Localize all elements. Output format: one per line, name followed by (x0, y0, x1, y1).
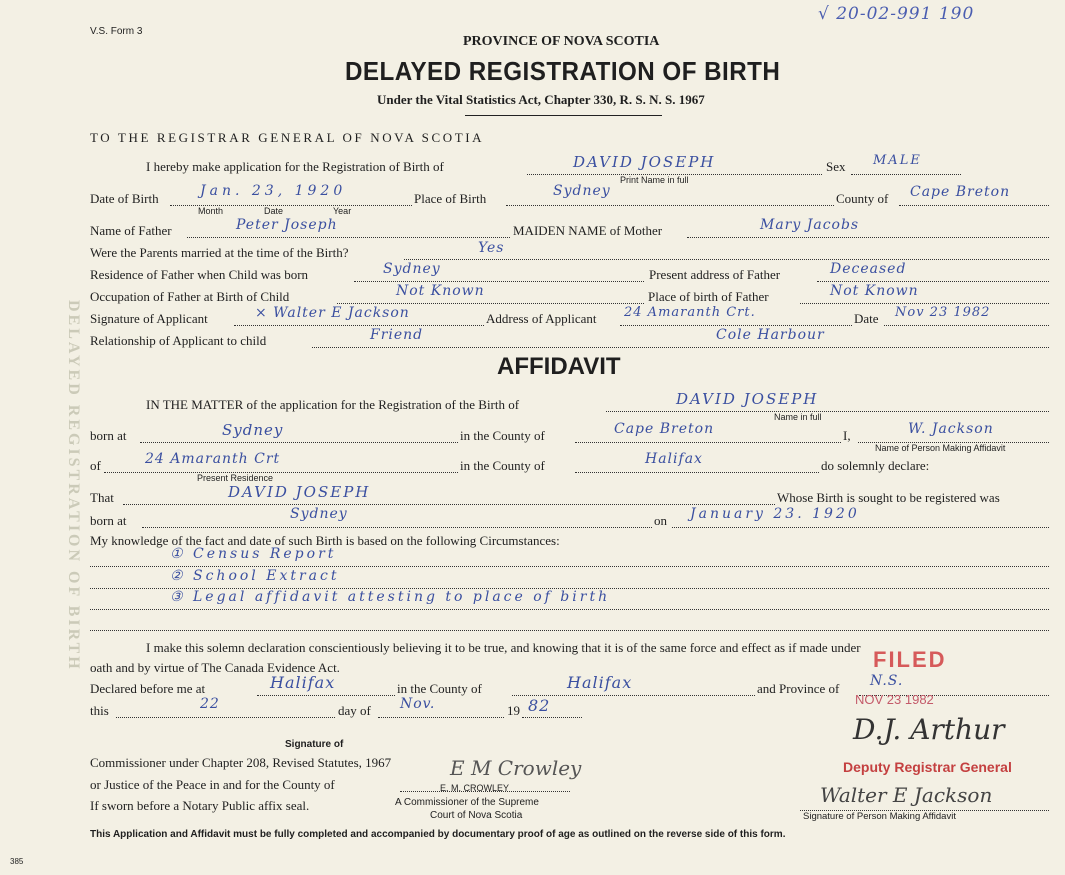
in-county-line (575, 442, 841, 443)
that-line (123, 504, 775, 505)
date-value: Nov 23 1982 (895, 305, 991, 320)
sex-line (851, 174, 961, 175)
relationship-line (312, 347, 1049, 348)
signature-applicant-line (234, 325, 484, 326)
filed-stamp: FILED (873, 647, 947, 672)
in-county2-value: Halifax (645, 451, 703, 467)
dob-label: Date of Birth (90, 191, 159, 206)
affiant-signature: Walter E Jackson (820, 783, 993, 807)
relationship-value: Friend (370, 327, 424, 343)
declared-label: Declared before me at (90, 681, 206, 696)
that-name-value: DAVID JOSEPH (228, 483, 371, 501)
present-residence-label: Present Residence (197, 473, 274, 483)
residence-father-label: Residence of Father when Child was born (90, 267, 309, 282)
this-day-value: 22 (200, 696, 220, 712)
circumstance-line-3 (90, 609, 1049, 610)
born-at2-value: Sydney (290, 506, 348, 522)
matter-label: IN THE MATTER of the application for the Registration of the Birth of (146, 397, 520, 412)
deputy-registrar-stamp: Deputy Registrar General (843, 759, 1012, 775)
father-label: Name of Father (90, 223, 172, 238)
handwritten-reference: √ 20-02-991 190 (818, 4, 975, 24)
on-label: on (654, 513, 667, 528)
signature-of-label: Signature of (285, 739, 344, 750)
that-label: That (90, 490, 114, 505)
mother-line (687, 237, 1049, 238)
person-value: W. Jackson (908, 421, 994, 437)
mother-label: MAIDEN NAME of Mother (513, 223, 663, 238)
commissioner-signature: E M Crowley (450, 756, 582, 780)
intro-label: I hereby make application for the Registration of Birth of (146, 159, 444, 174)
year-label: Year (333, 206, 352, 216)
form-number: V.S. Form 3 (90, 26, 143, 37)
of-line (104, 472, 458, 473)
occupation-value: Not Known (396, 283, 485, 299)
filed-date-stamp: NOV 23 1982 (855, 692, 934, 707)
ghost-watermark: DELAYED REGISTRATION OF BIRTH (65, 300, 82, 672)
name-full-label: Name in full (774, 412, 822, 422)
place-birth-father-value: Not Known (830, 283, 919, 299)
born-at-label: born at (90, 428, 127, 443)
declaration-line-1: I make this solemn declaration conscientiously believing it to be true, and knowing that it is of the same force and effect as if made under (146, 640, 861, 655)
father-line (187, 237, 510, 238)
of-label: of (90, 458, 101, 473)
seal-name: E. M. CROWLEY (440, 783, 510, 793)
born-at-line (140, 442, 458, 443)
pob-value: Sydney (553, 183, 611, 199)
county-value: Cape Breton (910, 184, 1011, 200)
pob-label: Place of Birth (414, 191, 487, 206)
province-value: N.S. (870, 673, 904, 689)
day-of-line (378, 717, 504, 718)
sex-value: MALE (873, 153, 922, 168)
date-label: Date (854, 311, 879, 326)
whose-birth-label: Whose Birth is sought to be registered was (777, 490, 1000, 505)
applicant-name-value: DAVID JOSEPH (573, 153, 716, 171)
born-at-value: Sydney (222, 421, 284, 439)
circumstance-3: ③ Legal affidavit attesting to place of birth (170, 589, 611, 605)
circumstance-line-1 (90, 566, 1049, 567)
father-value: Peter Joseph (236, 217, 338, 233)
title-underline (465, 115, 662, 116)
to-registrar-line: TO THE REGISTRAR GENERAL OF NOVA SCOTIA (90, 130, 485, 145)
year-prefix: 19 (507, 703, 520, 718)
affiant-label: Signature of Person Making Affidavit (803, 811, 956, 822)
registrar-signature: D.J. Arthur (853, 713, 1005, 746)
present-address-value: Deceased (830, 261, 907, 277)
signature-applicant-value: × Walter E Jackson (255, 305, 410, 321)
on-line (672, 527, 1049, 528)
seal-line-1: A Commissioner of the Supreme (395, 797, 539, 808)
subtitle: Under the Vital Statistics Act, Chapter 330, R. S. N. S. 1967 (377, 92, 705, 107)
print-name-label: Print Name in full (620, 175, 689, 185)
footer-note: This Application and Affidavit must be fully completed and accompanied by documentary proof of age as outlined on the reverse side of this form. (90, 829, 786, 840)
circumstance-1: ① Census Report (170, 546, 337, 562)
day-of-label: day of (338, 703, 371, 718)
declared-county-value: Halifax (567, 673, 633, 692)
married-label: Were the Parents married at the time of the Birth? (90, 245, 349, 260)
married-value: Yes (478, 240, 505, 256)
in-county2-line (575, 472, 819, 473)
month-label: Month (198, 206, 224, 216)
date-sub-label: Date (264, 206, 284, 216)
address-applicant-value: 24 Amaranth Crt. (624, 305, 756, 320)
in-county-label: in the County of (460, 428, 545, 443)
born-at2-label: born at (90, 513, 127, 528)
address-applicant-label: Address of Applicant (486, 311, 597, 326)
province-label: and Province of (757, 681, 840, 696)
bottom-code: 385 (10, 857, 24, 866)
date-line (884, 325, 1049, 326)
residence-father-value: Sydney (383, 261, 441, 277)
on-date-value: January 23. 1920 (690, 506, 860, 522)
dob-value: Jan. 23, 1920 (200, 183, 347, 199)
affidavit-title: AFFIDAVIT (497, 353, 621, 380)
residence-father-line (354, 281, 644, 282)
declared-at-value: Halifax (270, 673, 336, 692)
declared-at-line (257, 695, 395, 696)
relationship-label: Relationship of Applicant to child (90, 333, 267, 348)
i-label: I, (843, 428, 851, 443)
county-label: County of (836, 191, 889, 206)
occupation-label: Occupation of Father at Birth of Child (90, 289, 290, 304)
sex-label: Sex (826, 159, 846, 174)
county-line (899, 205, 1049, 206)
province-heading: PROVINCE OF NOVA SCOTIA (463, 34, 660, 49)
place-birth-father-line (800, 303, 1049, 304)
person-label: Name of Person Making Affidavit (875, 443, 1006, 453)
matter-line (606, 411, 1049, 412)
place-birth-father-label: Place of birth of Father (648, 289, 769, 304)
day-of-value: Nov. (400, 696, 436, 712)
matter-name-value: DAVID JOSEPH (676, 390, 819, 408)
declare-label: do solemnly declare: (821, 458, 930, 473)
circumstance-line-4 (90, 630, 1049, 631)
married-line (404, 259, 1049, 260)
mother-value: Mary Jacobs (760, 217, 860, 233)
present-address-label: Present address of Father (649, 267, 781, 282)
pob-line (506, 205, 834, 206)
commissioner-line-1: Commissioner under Chapter 208, Revised Statutes, 1967 (90, 755, 392, 770)
present-address-line (817, 281, 1049, 282)
signature-applicant-label: Signature of Applicant (90, 311, 208, 326)
born-at2-line (142, 527, 652, 528)
knowledge-label: My knowledge of the fact and date of such Birth is based on the following Circumstances: (90, 533, 560, 548)
in-county3-label: in the County of (397, 681, 482, 696)
year-line (522, 717, 582, 718)
address-continued-value: Cole Harbour (716, 327, 825, 343)
commissioner-line-3: If sworn before a Notary Public affix seal. (90, 798, 310, 813)
declaration-line-2: oath and by virtue of The Canada Evidence Act. (90, 660, 340, 675)
seal-line-2: Court of Nova Scotia (430, 810, 523, 821)
this-label: this (90, 703, 109, 718)
address-applicant-line (620, 325, 852, 326)
commissioner-line-2: or Justice of the Peace in and for the County of (90, 777, 335, 792)
circumstance-2: ② School Extract (170, 568, 340, 584)
this-day-line (116, 717, 335, 718)
of-residence-value: 24 Amaranth Crt (145, 451, 281, 467)
in-county2-label: in the County of (460, 458, 545, 473)
in-county-value: Cape Breton (614, 421, 715, 437)
occupation-line (337, 303, 644, 304)
page-title: DELAYED REGISTRATION OF BIRTH (345, 56, 781, 86)
year-suffix-value: 82 (528, 696, 551, 715)
